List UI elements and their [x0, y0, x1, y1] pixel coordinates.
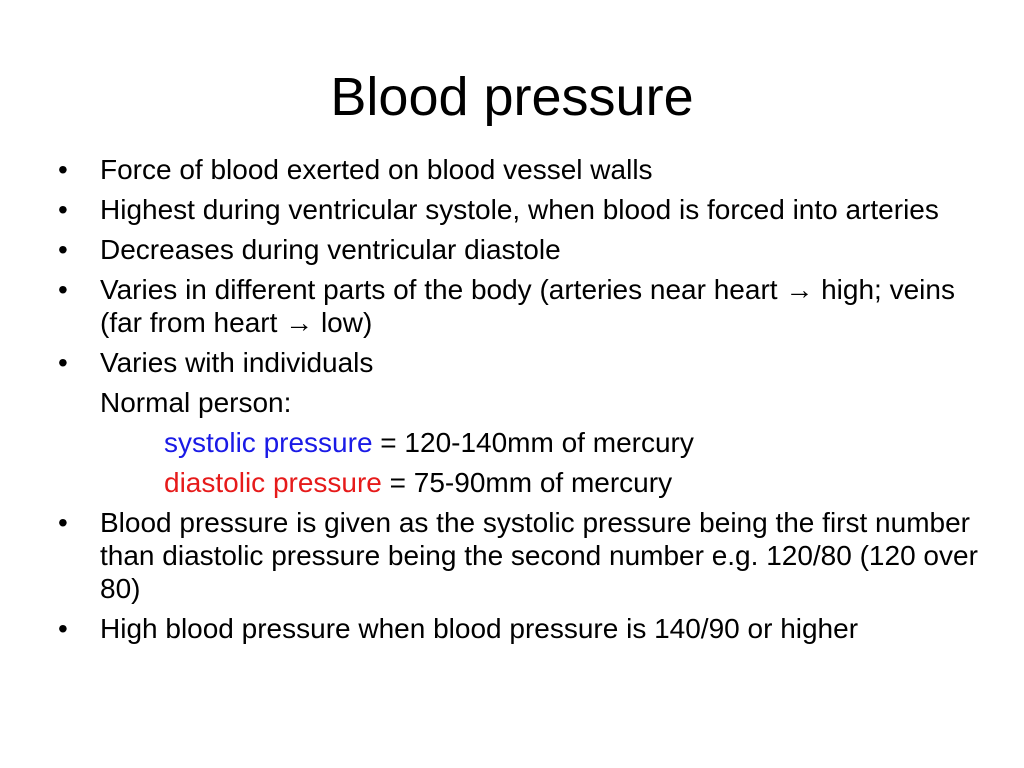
- list-item: [56, 273, 986, 339]
- list-item: [56, 346, 986, 379]
- normal-person-text: Normal person:: [100, 387, 292, 418]
- diastolic-line: [56, 466, 986, 499]
- bullet-icon: •: [58, 274, 68, 305]
- list-item-text: Decreases during ventricular diastole: [100, 234, 561, 265]
- systolic-term: systolic pressure: [164, 427, 373, 458]
- list-item: [56, 506, 986, 605]
- list-item: [56, 233, 986, 266]
- bullet-list: [56, 153, 986, 652]
- bullet-icon: •: [58, 234, 68, 265]
- list-item-text: Varies in different parts of the body (arteries near heart → high; veins (far from heart → low): [100, 274, 955, 338]
- bullet-icon: •: [58, 613, 68, 644]
- list-item-text: Blood pressure is given as the systolic pressure being the first number than diastolic pressure being the second number e.g. 120/80 (120 over 80): [100, 507, 978, 604]
- diastolic-value: = 75-90mm of mercury: [381, 467, 673, 498]
- bullet-icon: •: [58, 154, 68, 185]
- bullet-icon: •: [58, 347, 68, 378]
- list-item: [56, 153, 986, 186]
- bullet-icon: •: [58, 507, 68, 538]
- list-item-text: Highest during ventricular systole, when blood is forced into arteries: [100, 194, 939, 225]
- systolic-value: = 120-140mm of mercury: [372, 427, 694, 458]
- bullet-icon: •: [58, 194, 68, 225]
- list-item-text: High blood pressure when blood pressure is 140/90 or higher: [100, 613, 859, 644]
- diastolic-term: diastolic pressure: [164, 467, 382, 498]
- list-item-text: Varies with individuals: [100, 347, 374, 378]
- list-item: [56, 193, 986, 226]
- normal-person-label: [56, 386, 986, 419]
- slide-title: Blood pressure: [330, 67, 694, 127]
- list-item-text: Force of blood exerted on blood vessel walls: [100, 154, 653, 185]
- systolic-line: [56, 426, 986, 459]
- list-item: [56, 612, 986, 645]
